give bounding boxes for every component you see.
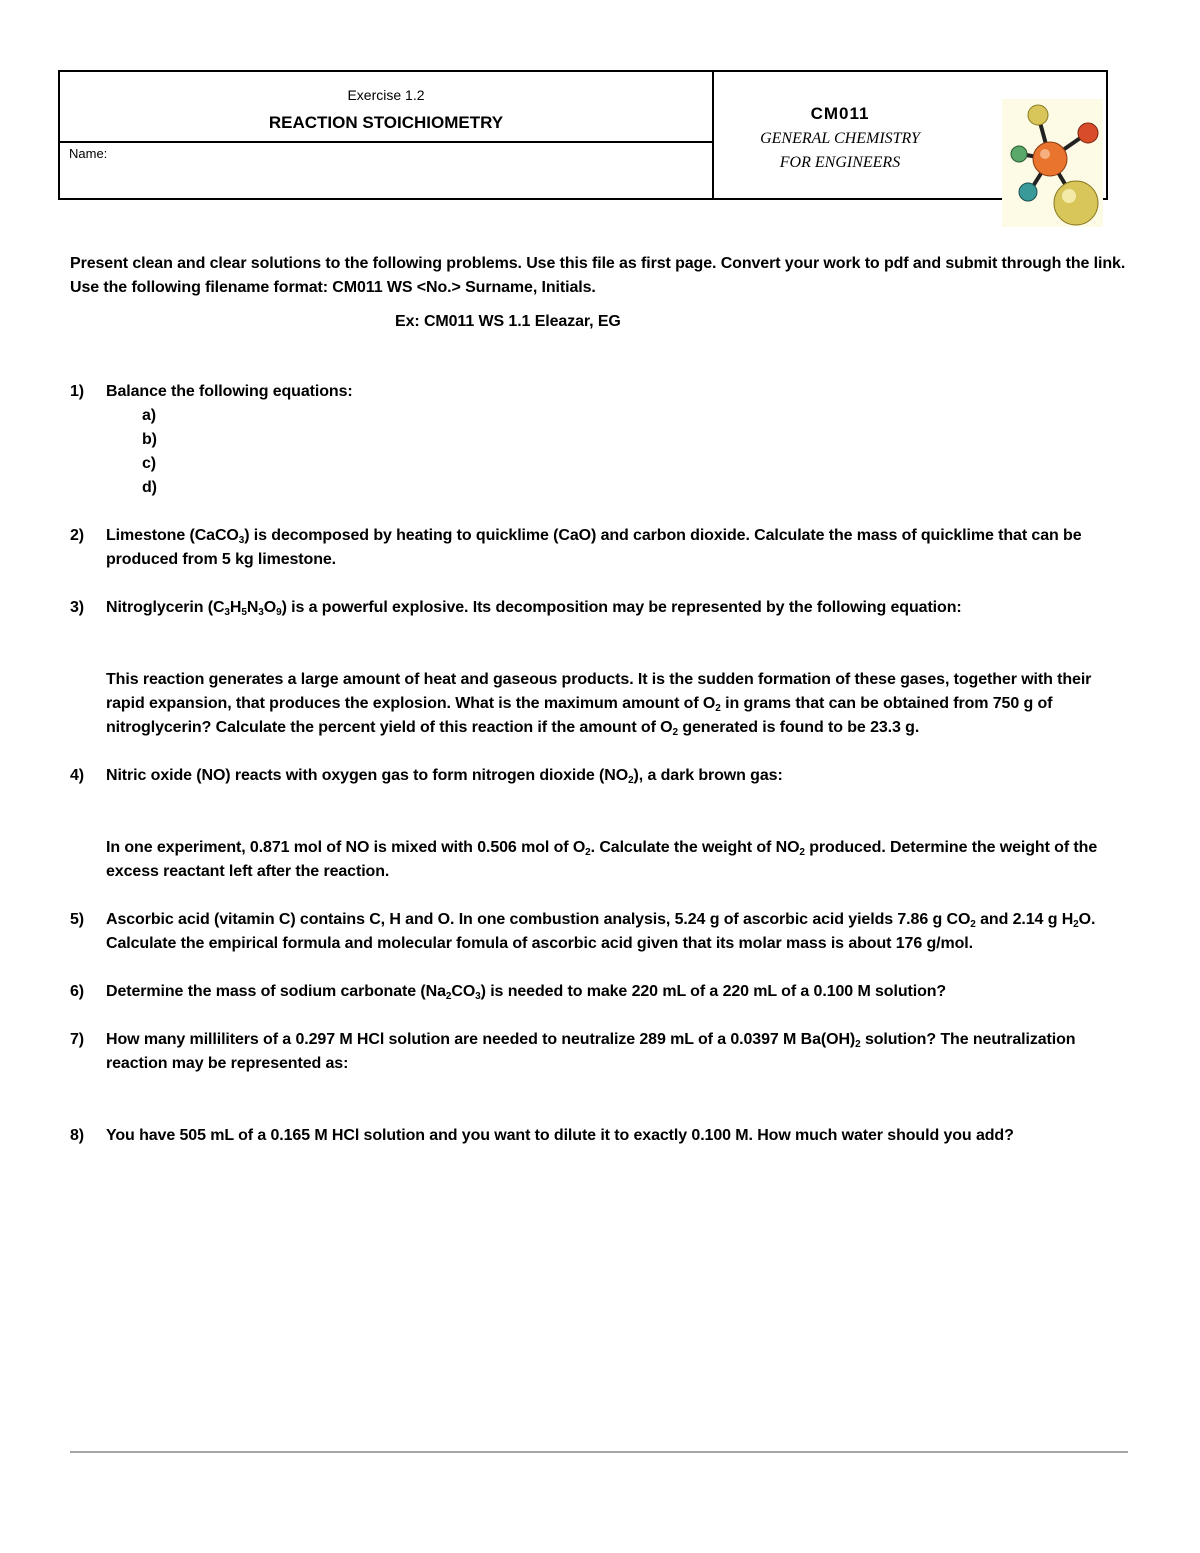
subpart-a: a) (142, 407, 157, 424)
question-6 (70, 980, 1132, 1004)
question-4 (70, 764, 1132, 884)
title-cell (60, 72, 712, 143)
header-left-panel (60, 72, 714, 198)
header-box (58, 70, 1108, 200)
question-number: 6) (70, 983, 85, 1000)
question-2 (70, 524, 1132, 572)
course-name-line2: FOR ENGINEERS (779, 154, 901, 171)
subpart-d: d) (142, 479, 157, 496)
question-5 (70, 908, 1132, 956)
subpart-c: c) (142, 455, 157, 472)
question-8 (70, 1124, 1132, 1148)
question-text: You have 505 mL of a 0.165 M HCl solution and you want to dilute it to exactly 0.100 M. How much water should you add? (106, 1127, 1014, 1144)
question-1 (70, 380, 1132, 500)
question-number: 5) (70, 911, 85, 928)
question-7 (70, 1028, 1132, 1076)
question-text: Limestone (CaCO$_3$) is decomposed by heating to quicklime (CaO) and carbon dioxide. Calculate the mass of quicklime that can be produced from 5 kg limestone. (106, 527, 1082, 568)
filename-example: Ex: CM011 WS 1.1 Eleazar, EG (395, 313, 621, 330)
question-text: Nitric oxide (NO) reacts with oxygen gas to form nitrogen dioxide $(NO_2)$, a dark brown gas: (106, 767, 783, 786)
instructions: Present clean and clear solutions to the following problems. Use this file as first page. Convert your work to pdf and submit through the link. Use the following filename format: CM011 WS <No.> Surname, Initials. (70, 255, 1126, 296)
question-text: Balance the following equations: (106, 383, 353, 400)
question-number: 7) (70, 1031, 85, 1048)
course-code: CM011 (810, 104, 870, 123)
name-field-label: Name: (69, 146, 108, 161)
molecule-icon (1002, 99, 1103, 227)
question-text-continued: This reaction generates a large amount of heat and gaseous products. It is the sudden formation of these gases, together with their rapid expansion, that produces the explosion. What is the maximum amount of $O_2$ in grams that can be obtained from 750 g of nitroglycerin? Calculate the percent yield of this reaction if the amount of $O_2$ generated is found to be 23.3 g. (106, 671, 1092, 738)
question-text-continued: In one experiment, 0.871 mol of NO is mixed with 0.506 mol of $O_2$. Calculate the weight of $NO_2$ produced. Determine the weight of the excess reactant left after the reaction. (106, 839, 1098, 880)
question-number: 3) (70, 599, 85, 616)
question-3 (70, 596, 1132, 740)
worksheet-title: REACTION STOICHIOMETRY (268, 113, 504, 132)
question-text: Determine the mass of sodium carbonate $(Na_2CO_3)$ is needed to make 220 mL of a 220 mL of a 0.100 M solution? (106, 983, 947, 1002)
footer-divider (70, 1451, 1128, 1453)
question-text: Ascorbic acid (vitamin C) contains C, H and O. In one combustion analysis, 5.24 g of ascorbic acid yields 7.86 g $CO_2$ and 2.14 g $H_2O$. Calculate the empirical formula and molecular fomula of ascorbic acid given that its molar mass is about 176 g/mol. (106, 911, 1096, 952)
question-text: How many milliliters of a 0.297 M HCl solution are needed to neutralize 289 mL of a 0.0397 M $Ba(OH)_2$ solution? The neutralization reaction may be represented as: (106, 1031, 1076, 1072)
course-name-line1: GENERAL CHEMISTRY (760, 130, 920, 147)
worksheet-body (70, 252, 1132, 1148)
subpart-b: b) (142, 431, 157, 448)
question-text: Nitroglycerin $(C_3H_5N_3O_9)$ is a powerful explosive. Its decomposition may be represented by the following equation: (106, 599, 962, 618)
question-number: 4) (70, 767, 85, 784)
exercise-number: Exercise 1.2 (347, 87, 425, 103)
question-number: 2) (70, 527, 85, 544)
question-number: 8) (70, 1127, 85, 1144)
question-number: 1) (70, 383, 85, 400)
